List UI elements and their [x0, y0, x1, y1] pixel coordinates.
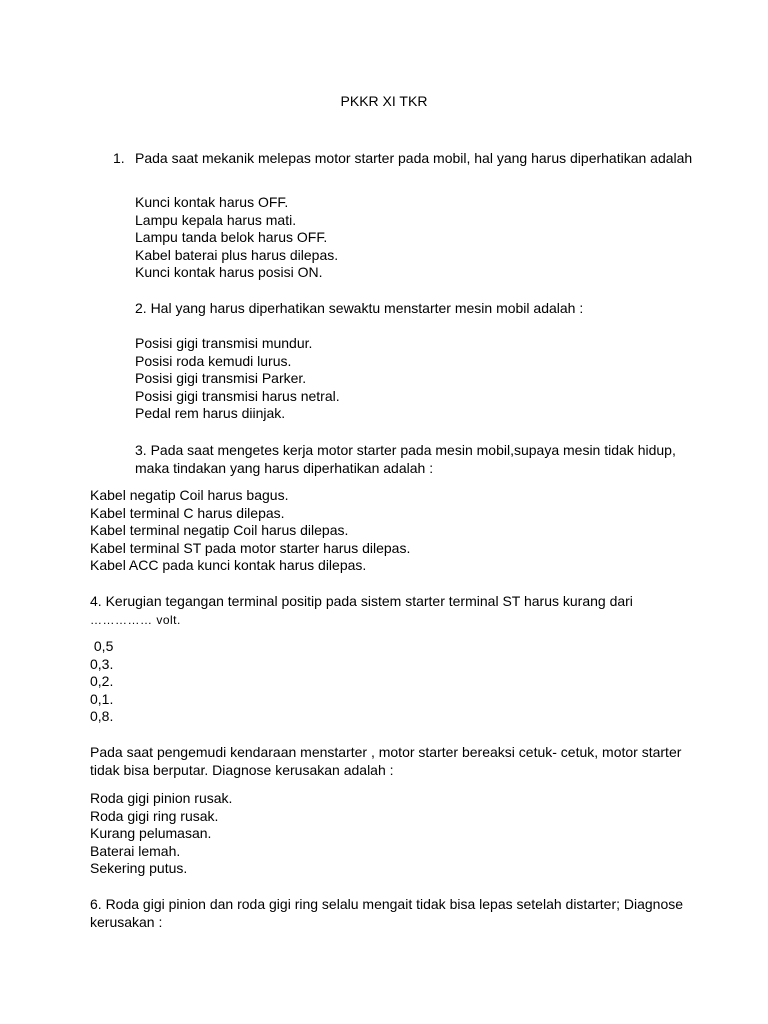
question-2-option-e: Pedal rem harus diinjak.: [135, 405, 286, 421]
question-1-option-c: Lampu tanda belok harus OFF.: [135, 229, 328, 245]
question-1-option-e: Kunci kontak harus posisi ON.: [135, 264, 323, 280]
question-4-blank: ……………: [90, 612, 153, 627]
question-1-options: [135, 194, 338, 282]
question-5-line-2: tidak bisa berputar. Diagnose kerusakan adalah :: [90, 761, 394, 778]
question-2-text: [135, 300, 583, 318]
question-2-option-a: Posisi gigi transmisi mundur.: [135, 335, 313, 351]
question-2-line-1: 2. Hal yang harus diperhatikan sewaktu menstarter mesin mobil adalah :: [135, 300, 584, 316]
question-6-text: [90, 896, 683, 931]
question-1-line-1: Pada saat mekanik melepas motor starter pada mobil, hal yang harus diperhatikan: [135, 150, 647, 166]
question-1-text: [135, 150, 695, 168]
question-6-line-2: kerusakan :: [90, 913, 163, 930]
question-1-option-d: Kabel baterai plus harus dilepas.: [135, 246, 339, 263]
question-3-text: [135, 442, 676, 477]
question-6-line-1: 6. Roda gigi pinion dan roda gigi ring selalu mengait tidak bisa lepas setelah distarter; Diagnose: [90, 896, 684, 912]
question-4-options: [90, 638, 113, 726]
question-5-option-b: Roda gigi ring rusak.: [90, 807, 219, 824]
question-5-text: [90, 744, 681, 779]
question-4-option-e: 0,8.: [90, 708, 114, 724]
question-4-text: [90, 593, 633, 629]
question-3-option-b: Kabel terminal C harus dilepas.: [90, 504, 285, 521]
question-5-option-e: Sekering putus.: [90, 860, 188, 876]
question-2-option-d: Posisi gigi transmisi harus netral.: [135, 387, 340, 404]
question-3-option-a: Kabel negatip Coil harus bagus.: [90, 487, 289, 503]
question-5-options: [90, 790, 232, 878]
question-1-number: 1.: [113, 150, 125, 166]
question-1-line-2: adalah: [650, 150, 693, 166]
question-3-line-2: maka tindakan yang harus diperhatikan adalah :: [135, 459, 434, 476]
question-4-option-b: 0,3.: [90, 655, 114, 672]
question-2-option-b: Posisi roda kemudi lurus.: [135, 352, 292, 369]
question-5-option-d: Baterai lemah.: [90, 842, 181, 859]
question-3-line-1: 3. Pada saat mengetes kerja motor starter pada mesin mobil,supaya mesin tidak hidup,: [135, 442, 676, 458]
question-4-unit: volt.: [152, 612, 181, 627]
question-5-option-a: Roda gigi pinion rusak.: [90, 790, 233, 806]
question-5-line-1: Pada saat pengemudi kendaraan menstarter , motor starter bereaksi cetuk- cetuk, motor starter: [90, 744, 682, 760]
question-3-option-d: Kabel terminal ST pada motor starter harus dilepas.: [90, 539, 411, 556]
question-3-options: [90, 487, 410, 575]
page-title: PKKR XI TKR: [340, 93, 428, 109]
question-4-line-2: [90, 611, 633, 630]
question-2-options: [135, 335, 340, 423]
question-5-option-c: Kurang pelumasan.: [90, 825, 212, 841]
question-4-option-a: 0,5: [90, 638, 114, 654]
question-1-option-a: Kunci kontak harus OFF.: [135, 194, 289, 210]
question-4-option-c: 0,2.: [90, 673, 114, 689]
question-4-line-1: 4. Kerugian tegangan terminal positip pada sistem starter terminal ST harus kurang dari: [90, 593, 633, 609]
question-1-option-b: Lampu kepala harus mati.: [135, 211, 297, 228]
question-3-option-c: Kabel terminal negatip Coil harus dilepas.: [90, 522, 349, 538]
question-2-option-c: Posisi gigi transmisi Parker.: [135, 370, 307, 386]
question-4-option-d: 0,1.: [90, 690, 114, 707]
question-3-option-e: Kabel ACC pada kunci kontak harus dilepas.: [90, 557, 367, 573]
